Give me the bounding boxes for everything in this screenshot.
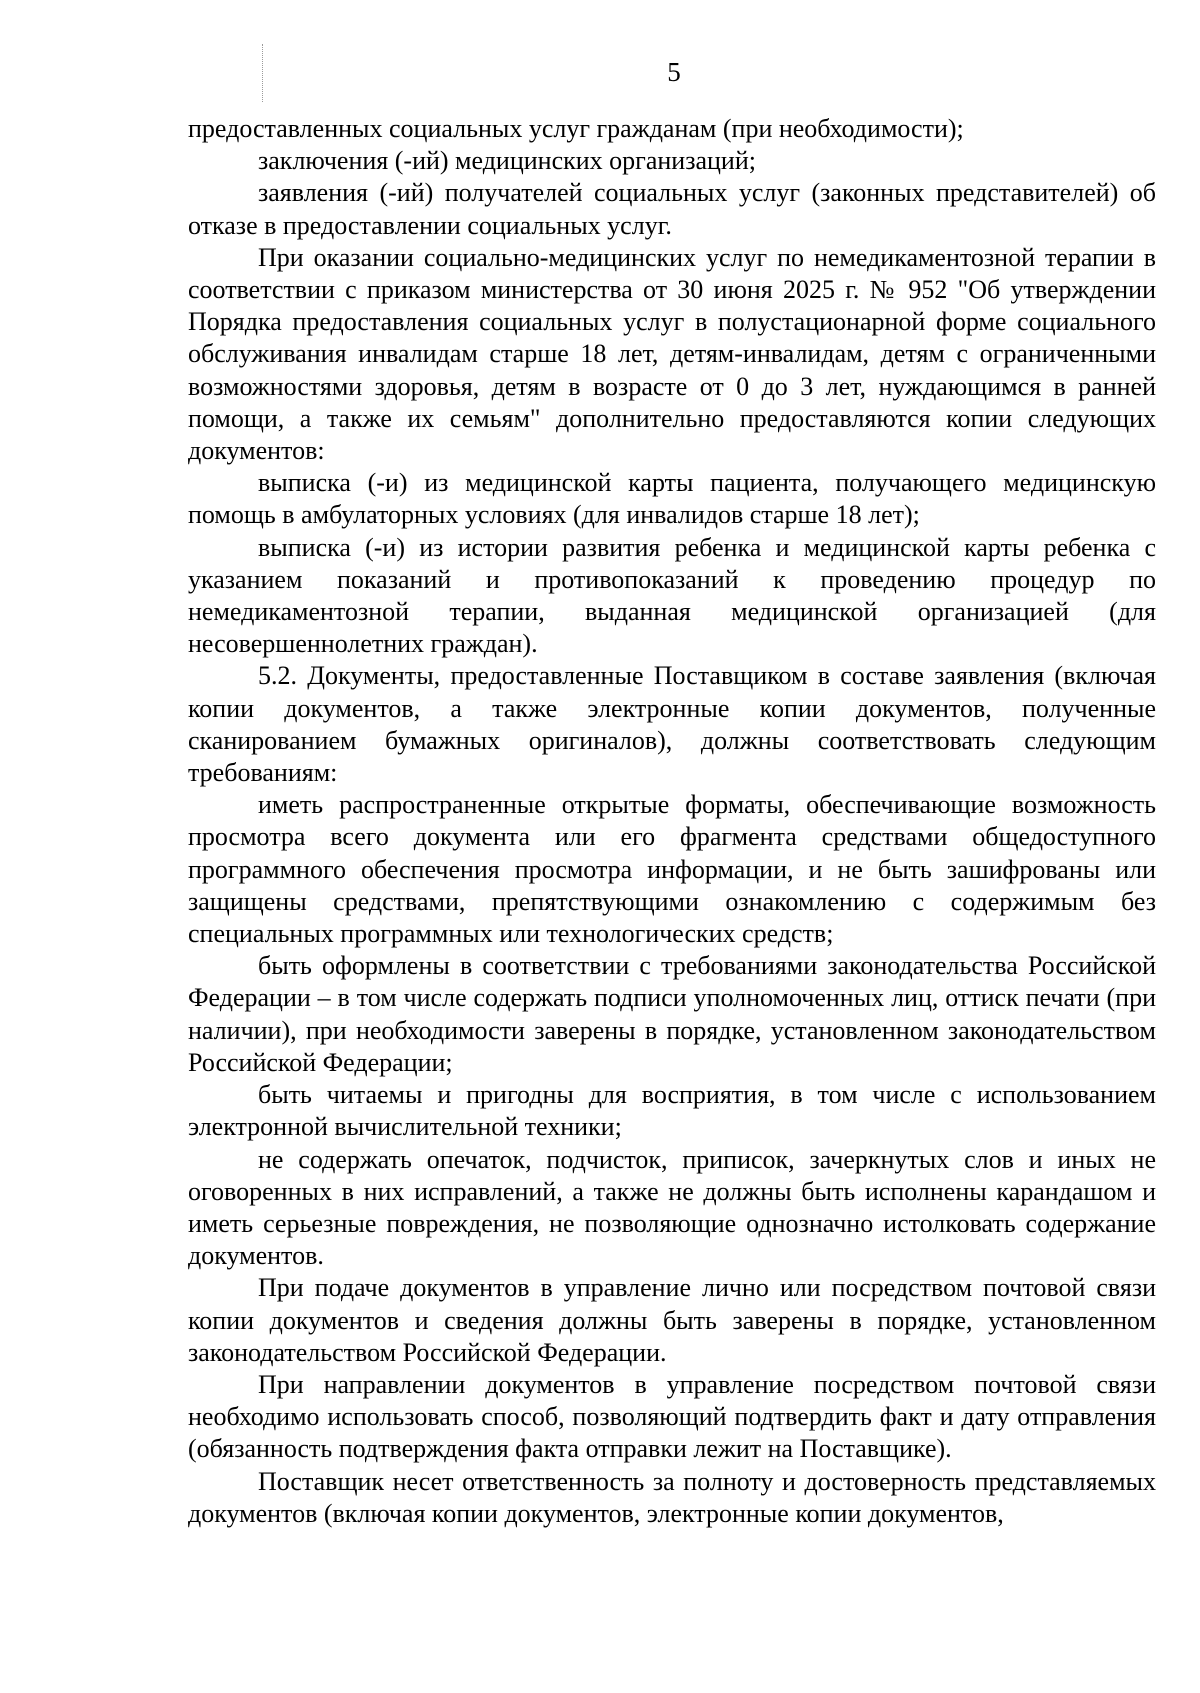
section-5-2-paragraph: 5.2. Документы, предоставленные Поставщиком в составе заявления (включая копии документов, а также электронные копии документов, полученные сканированием бумажных оригиналов), должны соответствовать следующим требованиям: [188,661,1156,788]
paragraph: быть оформлены в соответствии с требованиями законодательства Российской Федерации – в том числе содержать подписи уполномоченных лиц, оттиск печати (при наличии), при необходимости заверены в порядке, установленном законодательством Российской Федерации; [188,951,1156,1077]
paragraph: При подаче документов в управление лично или посредством почтовой связи копии документов и сведения должны быть заверены в порядке, установленном законодательством Российской Федерации. [188,1273,1156,1367]
paragraph: предоставленных социальных услуг гражданам (при необходимости); [188,114,964,143]
page-number: 5 [667,57,681,87]
paragraph: не содержать опечаток, подчисток, приписок, зачеркнутых слов и иных не оговоренных в них исправлений, а также не должны быть исполнены карандашом и иметь серьезные повреждения, не позволяющие однозначно истолковать содержание документов. [188,1144,1156,1271]
paragraph: Поставщик несет ответственность за полноту и достоверность представляемых документов (включая копии документов, электронные копии документов, [188,1466,1156,1528]
paragraph: заявления (-ий) получателей социальных услуг (законных представителей) об отказе в предоставлении социальных услуг. [188,178,1156,240]
document-body [188,113,1156,1530]
paragraph: заключения (-ий) медицинских организаций; [258,146,756,176]
paragraph: При направлении документов в управление посредством почтовой связи необходимо использовать способ, позволяющий подтвердить факт и дату отправления (обязанность подтверждения факта отправки лежит на Поставщике). [188,1369,1156,1464]
paragraph: иметь распространенные открытые форматы, обеспечивающие возможность просмотра всего документа или его фрагмента средствами общедоступного программного обеспечения просмотра информации, и не быть зашифрованы или защищены средствами, препятствующими ознакомлению с содержимым без специальных программных или технологических средств; [188,790,1156,949]
paragraph: выписка (-и) из медицинской карты пациента, получающего медицинскую помощь в амбулаторных условиях (для инвалидов старше 18 лет); [188,468,1156,530]
paragraph: быть читаемы и пригодны для восприятия, в том числе с использованием электронной вычислительной техники; [188,1080,1156,1142]
paragraph: выписка (-и) из истории развития ребенка и медицинской карты ребенка с указанием показаний и противопоказаний к проведению процедур по немедикаментозной терапии, выданная медицинской организацией (для несовершеннолетних граждан). [188,532,1156,659]
paragraph: При оказании социально-медицинских услуг по немедикаментозной терапии в соответствии с приказом министерства от 30 июня 2025 г. № 952 "Об утверждении Порядка предоставления социальных услуг в полустационарной форме социального обслуживания инвалидам старше 18 лет, детям-инвалидам, детям с ограниченными возможностями здоровья, детям в возрасте от 0 до 3 лет, нуждающимся в ранней помощи, а также их семьям" дополнительно предоставляются копии следующих документов: [188,242,1156,466]
